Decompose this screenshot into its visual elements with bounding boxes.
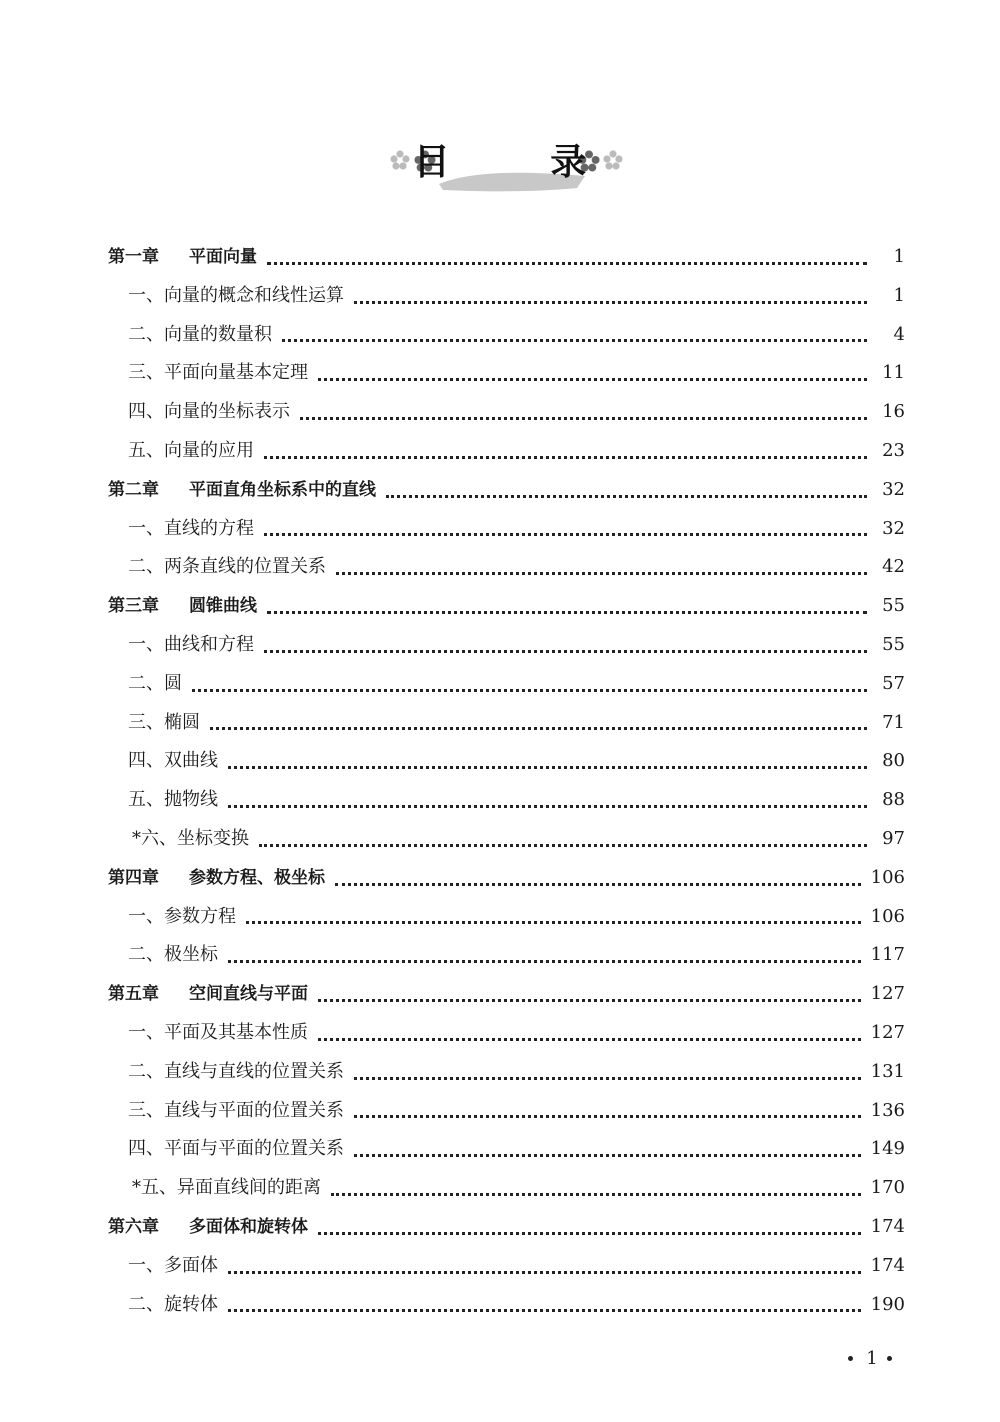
dot-leader — [210, 727, 867, 730]
dot-leader — [228, 960, 861, 963]
dot-leader — [336, 572, 867, 575]
toc-page-number: 106 — [870, 866, 905, 888]
footer-dot — [848, 1356, 853, 1361]
chapter-title: 空间直线与平面 — [189, 984, 308, 1005]
toc-entry-label: *五、异面直线间的距离 — [132, 1177, 321, 1199]
dot-leader — [335, 883, 861, 886]
toc-entry-label: 二、两条直线的位置关系 — [128, 556, 326, 578]
toc-entry-label: 三、平面向量基本定理 — [128, 362, 308, 384]
table-of-contents — [108, 238, 905, 1324]
toc-chapter-entry[interactable] — [108, 975, 905, 1014]
toc-entry-label — [108, 1208, 308, 1247]
toc-page-number: 32 — [882, 517, 905, 539]
page-number: 1 — [866, 1348, 878, 1369]
toc-page-number: 136 — [870, 1099, 905, 1121]
dot-leader — [264, 650, 867, 653]
toc-page-number: 170 — [870, 1177, 905, 1199]
toc-page-number: 117 — [870, 944, 905, 966]
toc-page-number: 16 — [882, 401, 905, 423]
toc-page-number: 1 — [893, 284, 905, 306]
toc-page-number: 23 — [882, 439, 905, 461]
dot-leader — [354, 1115, 861, 1118]
toc-page-number: 32 — [882, 478, 905, 500]
dot-leader — [228, 1309, 861, 1312]
dot-leader — [246, 921, 861, 924]
toc-section-entry[interactable] — [108, 1130, 905, 1169]
toc-entry-label: 四、双曲线 — [128, 750, 218, 772]
toc-page-number: 174 — [870, 1215, 905, 1237]
dot-leader — [267, 262, 867, 265]
toc-entry-label: 一、直线的方程 — [128, 517, 254, 539]
dot-leader — [300, 417, 867, 420]
dot-leader — [228, 766, 867, 769]
title-block — [0, 128, 1000, 204]
dot-leader — [318, 999, 861, 1002]
toc-entry-label: 四、平面与平面的位置关系 — [128, 1138, 344, 1160]
dot-leader — [331, 1193, 861, 1196]
toc-entry-label: 三、椭圆 — [128, 711, 200, 733]
toc-entry-label: 五、抛物线 — [128, 789, 218, 811]
toc-entry-label: 一、平面及其基本性质 — [128, 1021, 308, 1043]
toc-chapter-entry[interactable] — [108, 859, 905, 898]
toc-entry-label: 一、多面体 — [128, 1254, 218, 1276]
toc-entry-label — [108, 471, 376, 510]
toc-entry-label: 二、向量的数量积 — [128, 323, 272, 345]
toc-page-number: 149 — [870, 1138, 905, 1160]
toc-page-number: 174 — [870, 1254, 905, 1276]
toc-section-entry[interactable] — [108, 393, 905, 432]
page-title: 目 录 — [413, 142, 631, 183]
dot-leader — [386, 495, 867, 498]
toc-entry-label: 三、直线与平面的位置关系 — [128, 1099, 344, 1121]
toc-section-entry[interactable] — [108, 432, 905, 471]
toc-section-entry[interactable] — [108, 316, 905, 355]
toc-entry-label — [108, 587, 257, 626]
toc-page-number: 131 — [870, 1060, 905, 1082]
toc-chapter-entry[interactable] — [108, 238, 905, 277]
toc-section-entry[interactable] — [108, 781, 905, 820]
chapter-number: 第六章 — [108, 1216, 159, 1237]
toc-page-number: 127 — [870, 983, 905, 1005]
toc-section-entry[interactable] — [108, 820, 905, 859]
toc-page-number: 55 — [882, 595, 905, 617]
chapter-title: 参数方程、极坐标 — [189, 867, 325, 888]
toc-page-number: 88 — [882, 789, 905, 811]
chapter-title: 平面向量 — [189, 247, 257, 267]
toc-section-entry[interactable] — [108, 626, 905, 665]
toc-chapter-entry[interactable] — [108, 471, 905, 510]
toc-chapter-entry[interactable] — [108, 587, 905, 626]
toc-page-number: 4 — [893, 323, 905, 345]
toc-page-number: 106 — [870, 905, 905, 927]
toc-page-number: 1 — [893, 246, 905, 267]
toc-section-entry[interactable] — [108, 1169, 905, 1208]
toc-section-entry[interactable] — [108, 898, 905, 937]
toc-entry-label: 一、曲线和方程 — [128, 633, 254, 655]
dot-leader — [282, 339, 867, 342]
toc-section-entry[interactable] — [108, 704, 905, 743]
dot-leader — [264, 533, 867, 536]
toc-page-number: 55 — [882, 633, 905, 655]
dot-leader — [259, 844, 867, 847]
toc-entry-label: 一、参数方程 — [128, 905, 236, 927]
dot-leader — [354, 1154, 861, 1157]
dot-leader — [318, 1232, 861, 1235]
toc-entry-label — [108, 859, 325, 898]
footer-dot — [887, 1356, 892, 1361]
dot-leader — [228, 1271, 861, 1274]
chapter-number: 第三章 — [108, 596, 159, 617]
toc-section-entry[interactable] — [108, 1014, 905, 1053]
toc-entry-label: 五、向量的应用 — [128, 439, 254, 461]
toc-page-number: 127 — [870, 1021, 905, 1043]
dot-leader — [192, 689, 867, 692]
toc-section-entry[interactable] — [108, 1053, 905, 1092]
toc-section-entry[interactable] — [108, 936, 905, 975]
toc-section-entry[interactable] — [108, 742, 905, 781]
toc-page-number: 97 — [882, 827, 905, 849]
toc-entry-label — [108, 975, 308, 1014]
toc-page-number: 11 — [882, 362, 905, 384]
toc-section-entry[interactable] — [108, 354, 905, 393]
toc-section-entry[interactable] — [108, 510, 905, 549]
toc-page-number: 71 — [882, 711, 905, 733]
toc-entry-label: 二、旋转体 — [128, 1293, 218, 1315]
dot-leader — [318, 378, 867, 381]
toc-page-number: 42 — [882, 556, 905, 578]
toc-section-entry[interactable] — [108, 665, 905, 704]
dot-leader — [264, 456, 867, 459]
toc-entry-label: *六、坐标变换 — [132, 827, 249, 849]
toc-chapter-entry[interactable] — [108, 1208, 905, 1247]
dot-leader — [267, 611, 867, 614]
toc-page-number: 190 — [870, 1293, 905, 1315]
toc-entry-label: 二、圆 — [128, 672, 182, 694]
chapter-number: 第四章 — [108, 867, 159, 888]
dot-leader — [228, 805, 867, 808]
chapter-number: 第一章 — [108, 247, 159, 267]
chapter-title: 圆锥曲线 — [189, 596, 257, 617]
toc-page-number: 80 — [882, 750, 905, 772]
dot-leader — [318, 1038, 861, 1041]
toc-section-entry[interactable] — [108, 1092, 905, 1131]
chapter-title: 多面体和旋转体 — [189, 1216, 308, 1237]
toc-entry-label — [108, 238, 257, 277]
toc-section-entry[interactable] — [108, 1286, 905, 1325]
chapter-title: 平面直角坐标系中的直线 — [189, 479, 376, 500]
toc-entry-label: 一、向量的概念和线性运算 — [128, 284, 344, 306]
toc-section-entry[interactable] — [108, 1247, 905, 1286]
toc-entry-label: 二、极坐标 — [128, 944, 218, 966]
toc-section-entry[interactable] — [108, 277, 905, 316]
toc-entry-label: 四、向量的坐标表示 — [128, 401, 290, 423]
toc-section-entry[interactable] — [108, 548, 905, 587]
chapter-number: 第五章 — [108, 984, 159, 1005]
chapter-number: 第二章 — [108, 479, 159, 500]
toc-page-number: 57 — [882, 672, 905, 694]
toc-entry-label: 二、直线与直线的位置关系 — [128, 1060, 344, 1082]
dot-leader — [354, 1077, 861, 1080]
dot-leader — [354, 301, 867, 304]
